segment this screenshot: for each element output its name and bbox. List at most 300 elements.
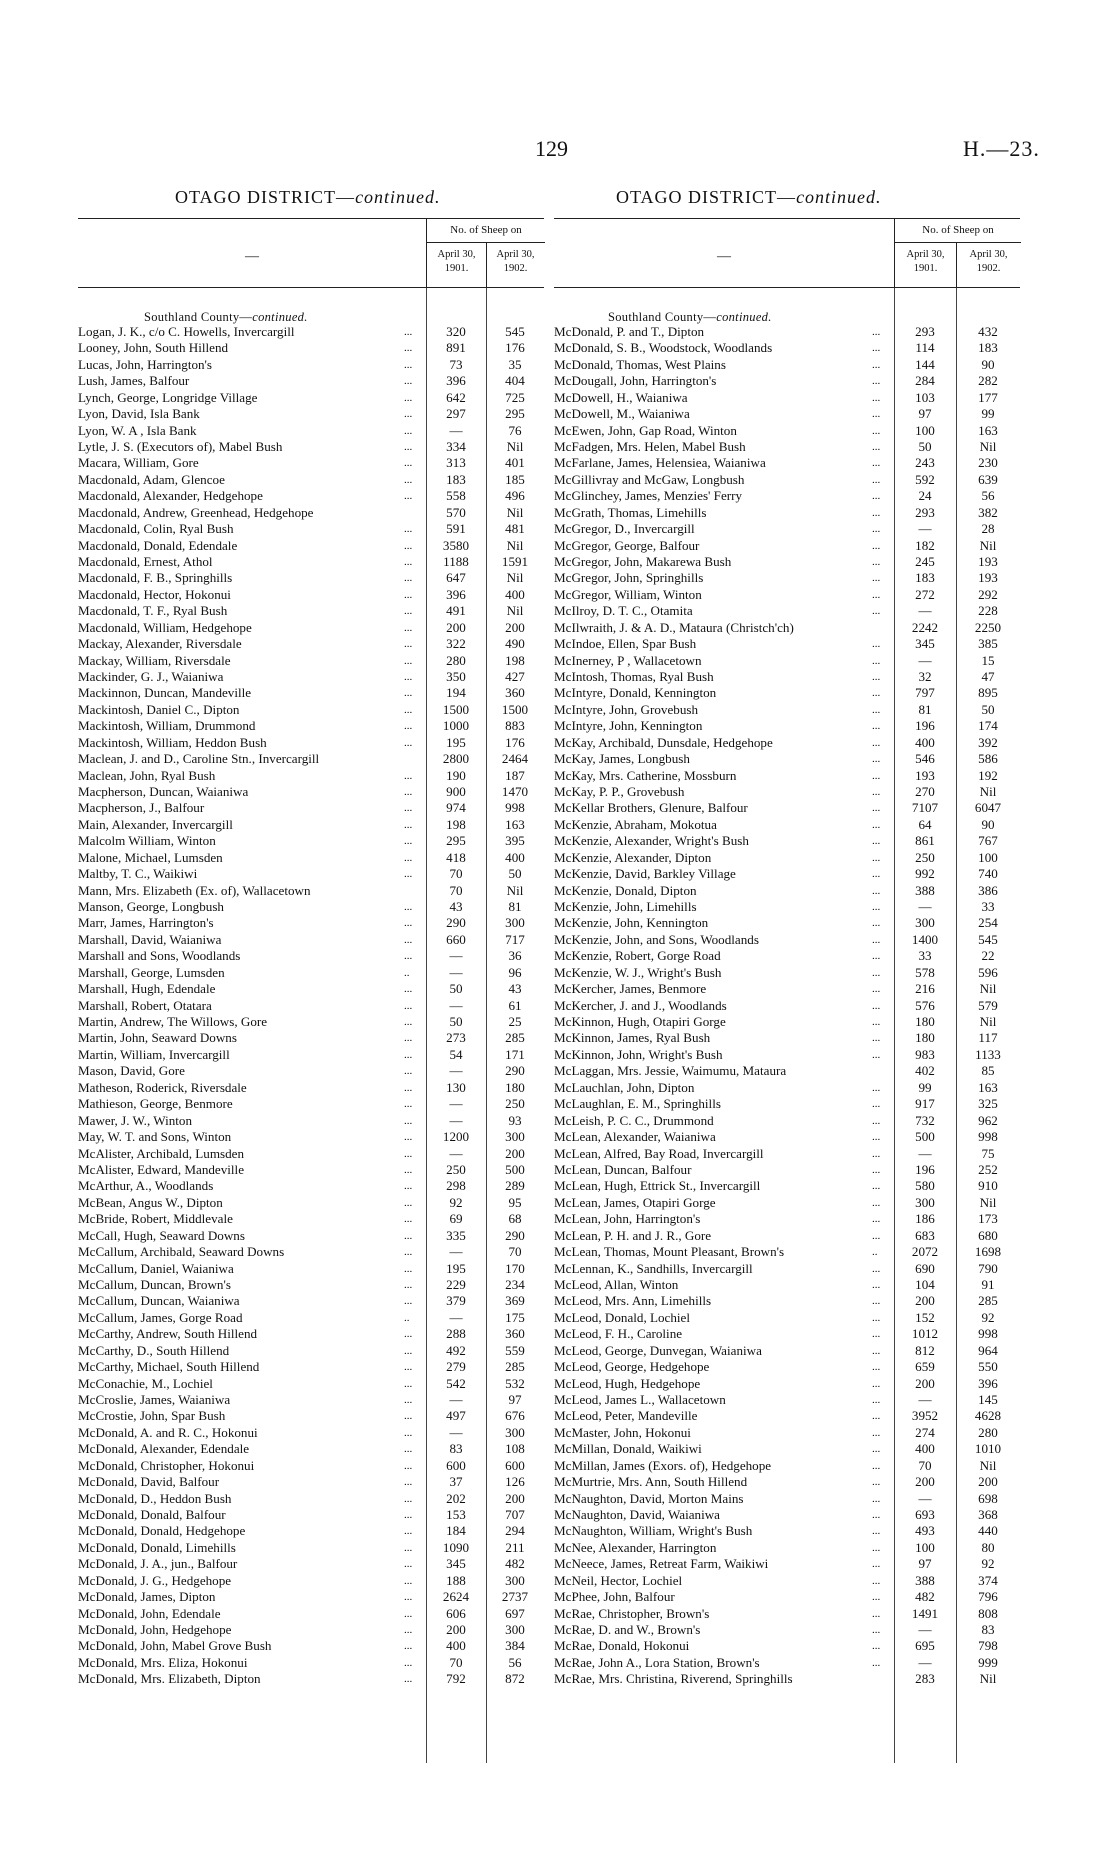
right-table [554, 218, 1020, 1763]
leader-dots: ... [404, 1196, 413, 1209]
sheep-1902-value: 440 [978, 1523, 998, 1539]
right-table-row [554, 324, 1020, 340]
entry-name: McRae, Mrs. Christina, Riverend, Springhills [554, 1671, 793, 1687]
leader-dots: ... [404, 835, 413, 848]
leader-dots: ... [872, 868, 881, 881]
leader-dots: ... [404, 1459, 413, 1472]
sheep-1901-value: 2624 [442, 1589, 470, 1605]
leader-dots: ... [404, 539, 413, 552]
leader-dots: ... [404, 1180, 413, 1193]
sheep-1902-value: 163 [505, 816, 525, 832]
left-table-row [78, 439, 544, 455]
leader-dots: ... [404, 572, 413, 585]
right-table-row [554, 1129, 1020, 1145]
entry-name: Maclean, John, Ryal Bush [78, 767, 216, 783]
left-table-row [78, 1047, 544, 1063]
right-table-row [554, 915, 1020, 931]
sheep-1902-value: 999 [978, 1654, 998, 1670]
left-table-row [78, 538, 544, 554]
entry-name: McFarlane, James, Helensiea, Waianiwa [554, 455, 766, 471]
leader-dots: ... [404, 802, 413, 815]
right-header-no-of-sheep: No. of Sheep on [894, 219, 1021, 243]
entry-name: McCallum, James, Gorge Road [78, 1309, 243, 1325]
entry-name: McLean, James, Otapiri Gorge [554, 1194, 716, 1210]
sheep-1902-value: 1133 [975, 1046, 1001, 1062]
sheep-1901-value: 200 [446, 1621, 466, 1637]
sheep-1901-value: 388 [915, 882, 935, 898]
sheep-1902-value: 80 [981, 1539, 995, 1555]
left-table-row [78, 1425, 544, 1441]
entry-name: Maltby, T. C., Waikiwi [78, 866, 198, 882]
right-table-row [554, 1556, 1020, 1572]
sheep-1902-value: 808 [978, 1605, 998, 1621]
sheep-1902-value: 395 [505, 833, 525, 849]
sheep-1901-value: 70 [449, 1654, 463, 1670]
right-subheading: Southland County—continued. [608, 310, 772, 324]
entry-name: McLeod, George, Hedgehope [554, 1359, 710, 1375]
entry-name: Macdonald, Colin, Ryal Bush [78, 521, 234, 537]
left-table-row [78, 833, 544, 849]
entry-name: McDonald, James, Dipton [78, 1589, 216, 1605]
entry-name: Malcolm William, Winton [78, 833, 216, 849]
sheep-1902-value: 300 [505, 1424, 525, 1440]
left-table-row [78, 1030, 544, 1046]
leader-dots: ... [404, 1114, 413, 1127]
sheep-1901-value: 297 [446, 406, 466, 422]
sheep-1902-value: 28 [981, 521, 995, 537]
entry-name: McRae, Christopher, Brown's [554, 1605, 710, 1621]
entry-name: Macdonald, T. F., Ryal Bush [78, 603, 228, 619]
sheep-1902-value: 81 [508, 899, 522, 915]
leader-dots: ... [872, 1656, 881, 1669]
entry-name: McGrath, Thomas, Limehills [554, 504, 707, 520]
left-table-row [78, 998, 544, 1014]
sheep-1902-value: 698 [978, 1490, 998, 1506]
entry-name: McLaughlan, E. M., Springhills [554, 1096, 721, 1112]
right-table-row [554, 1277, 1020, 1293]
sheep-1901-value: 379 [446, 1293, 466, 1309]
sheep-1902-value: 285 [978, 1293, 998, 1309]
sheep-1902-value: 382 [978, 504, 998, 520]
left-table-row [78, 685, 544, 701]
right-header-dash: — [717, 249, 731, 264]
left-table-row [78, 1343, 544, 1359]
leader-dots: ... [404, 671, 413, 684]
sheep-1902-value: 85 [981, 1063, 995, 1079]
left-table-row [78, 587, 544, 603]
leader-dots: ... [404, 1476, 413, 1489]
leader-dots: ... [404, 621, 413, 634]
entry-name: McLeod, Peter, Mandeville [554, 1408, 698, 1424]
leader-dots: ... [872, 1081, 881, 1094]
entry-name: McLean, Hugh, Ettrick St., Invercargill [554, 1178, 761, 1194]
leader-dots: ... [404, 1032, 413, 1045]
left-table-row [78, 1146, 544, 1162]
left-table-row [78, 1162, 544, 1178]
entry-name: McDonald, Donald, Limehills [78, 1539, 236, 1555]
sheep-1901-value: 334 [446, 439, 466, 454]
leader-dots: ... [872, 1131, 881, 1144]
entry-name: McDowell, M., Waianiwa [554, 406, 690, 422]
right-table-row [554, 423, 1020, 439]
sheep-1901-value: 797 [915, 685, 935, 701]
sheep-1901-value: 690 [915, 1260, 935, 1276]
entry-name: McIndoe, Ellen, Spar Bush [554, 636, 697, 652]
sheep-1902-value: 25 [508, 1014, 522, 1030]
sheep-1902-value: 176 [505, 734, 525, 750]
entry-name: Mann, Mrs. Elizabeth (Ex. of), Wallacetown [78, 882, 311, 898]
sheep-1901-value: 70 [918, 1457, 932, 1473]
right-table-row [554, 1638, 1020, 1654]
right-table-row [554, 603, 1020, 619]
left-table [78, 218, 544, 1763]
sheep-1901-value: 792 [446, 1671, 466, 1687]
sheep-1902-value: 198 [505, 652, 525, 668]
sheep-1902-value: 6047 [974, 800, 1002, 816]
leader-dots: ... [404, 1048, 413, 1061]
entry-name: McGregor, John, Springhills [554, 570, 704, 586]
entry-name: Marshall, David, Waianiwa [78, 931, 222, 947]
entry-name: Lyon, W. A , Isla Bank [78, 422, 197, 438]
sheep-1902-value: 76 [508, 422, 522, 438]
right-table-row [554, 1228, 1020, 1244]
sheep-1901-value: 50 [449, 1014, 463, 1030]
sheep-1901-value: 200 [446, 619, 466, 635]
sheep-1902-value: Nil [506, 537, 524, 553]
sheep-1901-value: 659 [915, 1359, 935, 1375]
leader-dots: ... [872, 473, 881, 486]
right-table-row [554, 554, 1020, 570]
leader-dots: ... [872, 1607, 881, 1620]
entry-name: McArthur, A., Woodlands [78, 1178, 214, 1194]
sheep-1901-value: 580 [915, 1178, 935, 1194]
sheep-1902-value: 56 [508, 1654, 522, 1670]
entry-name: McInerney, P , Wallacetown [554, 652, 702, 668]
entry-name: Macpherson, Duncan, Waianiwa [78, 784, 249, 800]
leader-dots: ... [404, 556, 413, 569]
left-table-row [78, 800, 544, 816]
sheep-1901-value: 300 [915, 915, 935, 931]
left-table-row [78, 1606, 544, 1622]
entry-name: Marshall, Robert, Otatara [78, 997, 212, 1013]
sheep-1902-value: 108 [505, 1441, 525, 1457]
left-table-row [78, 883, 544, 899]
sheep-1901-value: 542 [446, 1375, 466, 1391]
sheep-1902-value: 790 [978, 1260, 998, 1276]
sheep-1901-value: 402 [915, 1063, 935, 1079]
sheep-1901-value: 284 [915, 373, 935, 389]
sheep-1901-value: — [918, 1391, 932, 1407]
entry-name: Marshall and Sons, Woodlands [78, 948, 241, 964]
right-table-row [554, 1589, 1020, 1605]
sheep-1901-value: 200 [915, 1293, 935, 1309]
sheep-1902-value: 697 [505, 1605, 525, 1621]
right-table-row [554, 1244, 1020, 1260]
leader-dots: ... [404, 1525, 413, 1538]
leader-dots: ... [872, 687, 881, 700]
sheep-1901-value: 313 [446, 455, 466, 471]
sheep-1901-value: — [449, 964, 463, 980]
leader-dots: ... [872, 523, 881, 536]
sheep-1902-value: 177 [978, 389, 998, 405]
sheep-1902-value: 43 [508, 981, 522, 997]
leader-dots: ... [404, 1656, 413, 1669]
sheep-1901-value: 418 [446, 849, 466, 865]
sheep-1902-value: 1698 [974, 1244, 1002, 1260]
entry-name: Mackinder, G. J., Waianiwa [78, 669, 224, 685]
sheep-1901-value: — [449, 1096, 463, 1112]
entry-name: McDonald, Mrs. Elizabeth, Dipton [78, 1671, 261, 1687]
sheep-1901-value: 193 [915, 767, 935, 783]
sheep-1901-value: 100 [915, 422, 935, 438]
leader-dots: ... [872, 539, 881, 552]
leader-dots: ... [872, 1476, 881, 1489]
sheep-1902-value: 97 [508, 1391, 522, 1407]
leader-dots: ... [404, 1607, 413, 1620]
entry-name: McLean, Alfred, Bay Road, Invercargill [554, 1145, 764, 1161]
right-table-row [554, 1408, 1020, 1424]
entry-name: Mackintosh, William, Drummond [78, 718, 256, 734]
entry-name: McGregor, John, Makarewa Bush [554, 554, 732, 570]
leader-dots: ... [872, 1393, 881, 1406]
leader-dots: ... [404, 326, 413, 338]
entry-name: Mackinnon, Duncan, Mandeville [78, 685, 252, 701]
entry-name: McLaggan, Mrs. Jessie, Waimumu, Mataura [554, 1063, 787, 1079]
sheep-1901-value: 32 [918, 669, 932, 685]
sheep-1901-value: 50 [918, 439, 932, 454]
right-table-row [554, 1573, 1020, 1589]
left-header-dash: — [245, 249, 259, 264]
sheep-1902-value: 368 [978, 1506, 998, 1522]
right-table-row [554, 833, 1020, 849]
entry-name: McLean, Alexander, Waianiwa [554, 1129, 716, 1145]
leader-dots: ... [404, 1426, 413, 1439]
entry-name: McKenzie, John, Limehills [554, 899, 697, 915]
entry-name: McLeod, George, Dunvegan, Waianiwa [554, 1342, 762, 1358]
right-table-row [554, 718, 1020, 734]
sheep-1902-value: 998 [978, 1326, 998, 1342]
entry-name: Macdonald, Adam, Glencoe [78, 471, 225, 487]
sheep-1901-value: 293 [915, 504, 935, 520]
sheep-1902-value: 496 [505, 488, 525, 504]
sheep-1902-value: 187 [505, 767, 525, 783]
sheep-1902-value: 392 [978, 734, 998, 750]
leader-dots: ... [872, 1525, 881, 1538]
sheep-1902-value: 962 [978, 1112, 998, 1128]
sheep-1902-value: 174 [978, 718, 998, 734]
right-table-row [554, 455, 1020, 471]
entry-name: May, W. T. and Sons, Winton [78, 1129, 232, 1145]
right-table-row [554, 965, 1020, 981]
leader-dots: ... [404, 1065, 413, 1078]
leader-dots: ... [404, 1278, 413, 1291]
left-table-row [78, 1310, 544, 1326]
leader-dots: ... [872, 1492, 881, 1505]
sheep-1901-value: 274 [915, 1424, 935, 1440]
right-table-row [554, 883, 1020, 899]
left-table-row [78, 554, 544, 570]
sheep-1902-value: 183 [978, 340, 998, 356]
sheep-1901-value: 273 [446, 1030, 466, 1046]
entry-name: Mathieson, George, Benmore [78, 1096, 233, 1112]
right-table-row [554, 1655, 1020, 1671]
left-table-row [78, 324, 544, 340]
right-table-row [554, 1047, 1020, 1063]
entry-name: McNaughton, David, Waianiwa [554, 1506, 720, 1522]
left-table-row [78, 866, 544, 882]
left-header-1901: April 30, 1901. [426, 242, 486, 287]
sheep-1901-value: 298 [446, 1178, 466, 1194]
sheep-1902-value: 250 [505, 1096, 525, 1112]
sheep-1902-value: 234 [505, 1276, 525, 1292]
entry-name: Macdonald, Alexander, Hedgehope [78, 488, 263, 504]
left-table-row [78, 1589, 544, 1605]
left-table-row [78, 1359, 544, 1375]
entry-name: Macdonald, William, Hedgehope [78, 619, 252, 635]
leader-dots: ... [872, 1278, 881, 1291]
entry-name: McKay, Archibald, Dunsdale, Hedgehope [554, 734, 773, 750]
sheep-1902-value: 282 [978, 373, 998, 389]
entry-name: McIntosh, Thomas, Ryal Bush [554, 669, 714, 685]
leader-dots: ... [404, 999, 413, 1012]
leader-dots: ... [872, 1213, 881, 1226]
sheep-1902-value: 68 [508, 1211, 522, 1227]
leader-dots: ... [872, 1591, 881, 1604]
left-table-row [78, 735, 544, 751]
right-table-row [554, 570, 1020, 586]
sheep-1901-value: 1491 [911, 1605, 939, 1621]
left-table-row [78, 1622, 544, 1638]
sheep-1902-value: 427 [505, 669, 525, 685]
left-table-row [78, 702, 544, 718]
sheep-1902-value: 798 [978, 1638, 998, 1654]
leader-dots: ... [872, 1147, 881, 1160]
right-table-row [554, 669, 1020, 685]
sheep-1902-value: 432 [978, 324, 998, 339]
entry-name: McDonald, Donald, Balfour [78, 1506, 226, 1522]
sheep-1901-value: 2072 [911, 1244, 939, 1260]
leader-dots: ... [872, 1180, 881, 1193]
left-table-row [78, 1211, 544, 1227]
sheep-1902-value: 374 [978, 1572, 998, 1588]
sheep-1901-value: 97 [918, 1556, 932, 1572]
sheep-1901-value: — [918, 652, 932, 668]
entry-name: McCarthy, Andrew, South Hillend [78, 1326, 258, 1342]
sheep-1901-value: 600 [446, 1457, 466, 1473]
sheep-1902-value: 163 [978, 1079, 998, 1095]
leader-dots: ... [404, 1673, 413, 1686]
leader-dots: ... [872, 966, 881, 979]
leader-dots: ... [404, 638, 413, 651]
left-table-row [78, 1261, 544, 1277]
leader-dots: ... [404, 818, 413, 831]
leader-dots: ... [404, 1508, 413, 1521]
entry-name: McDonald, Christopher, Hokonui [78, 1457, 255, 1473]
sheep-1901-value: 1090 [442, 1539, 470, 1555]
entry-name: McConachie, M., Lochiel [78, 1375, 213, 1391]
left-table-row [78, 817, 544, 833]
entry-name: McKellar Brothers, Glenure, Balfour [554, 800, 748, 816]
sheep-1901-value: 188 [446, 1572, 466, 1588]
leader-dots: ... [872, 572, 881, 585]
leader-dots: ... [404, 901, 413, 914]
entry-name: McDougall, John, Harrington's [554, 373, 717, 389]
left-table-row [78, 373, 544, 389]
leader-dots: ... [872, 375, 881, 388]
entry-name: McDonald, A. and R. C., Hokonui [78, 1424, 258, 1440]
left-table-row [78, 899, 544, 915]
sheep-1902-value: 2250 [974, 619, 1002, 635]
entry-name: McIlwraith, J. & A. D., Mataura (Christch'ch) [554, 619, 794, 635]
sheep-1901-value: 497 [446, 1408, 466, 1424]
entry-name: Lynch, George, Longridge Village [78, 389, 258, 405]
right-table-row [554, 1507, 1020, 1523]
leader-dots: ... [404, 868, 413, 881]
left-table-row [78, 603, 544, 619]
sheep-1901-value: 245 [915, 554, 935, 570]
leader-dots: ... [404, 342, 413, 355]
leader-dots: ... [872, 391, 881, 404]
leader-dots: ... [872, 720, 881, 733]
sheep-1902-value: 61 [508, 997, 522, 1013]
sheep-1901-value: 290 [446, 915, 466, 931]
leader-dots: .. [404, 1311, 410, 1324]
leader-dots: ... [404, 1558, 413, 1571]
sheep-1902-value: 676 [505, 1408, 525, 1424]
sheep-1901-value: 180 [915, 1014, 935, 1030]
sheep-1902-value: 385 [978, 636, 998, 652]
entry-name: McKay, Mrs. Catherine, Mossburn [554, 767, 737, 783]
left-table-row [78, 981, 544, 997]
leader-dots: ... [404, 983, 413, 996]
sheep-1902-value: 290 [505, 1227, 525, 1243]
sheep-1901-value: 396 [446, 373, 466, 389]
entry-name: McLean, John, Harrington's [554, 1211, 701, 1227]
entry-name: McIntyre, John, Kennington [554, 718, 703, 734]
left-header-1902: April 30, 1902. [486, 242, 544, 287]
leader-dots: ... [872, 1410, 881, 1423]
leader-dots: ... [404, 1262, 413, 1275]
entry-name: McDonald, P. and T., Dipton [554, 324, 705, 339]
sheep-1901-value: 917 [915, 1096, 935, 1112]
sheep-1902-value: 1500 [501, 701, 529, 717]
sheep-1901-value: — [449, 1309, 463, 1325]
left-table-row [78, 357, 544, 373]
right-table-row [554, 439, 1020, 455]
sheep-1901-value: 184 [446, 1523, 466, 1539]
left-table-row [78, 1096, 544, 1112]
sheep-1902-value: 185 [505, 471, 525, 487]
entry-name: Marr, James, Harrington's [78, 915, 214, 931]
right-table-row [554, 521, 1020, 537]
entry-name: Macara, William, Gore [78, 455, 199, 471]
sheep-1901-value: — [918, 603, 932, 619]
leader-dots: .. [872, 1246, 878, 1259]
sheep-1902-value: 998 [978, 1129, 998, 1145]
right-table-row [554, 1376, 1020, 1392]
leader-dots: ... [404, 687, 413, 700]
sheep-1902-value: 400 [505, 849, 525, 865]
sheep-1901-value: 992 [915, 866, 935, 882]
sheep-1902-value: 163 [978, 422, 998, 438]
sheep-1902-value: 2464 [501, 751, 529, 767]
leader-dots: ... [872, 769, 881, 782]
entry-name: McDonald, John, Hedgehope [78, 1621, 232, 1637]
sheep-1901-value: 491 [446, 603, 466, 619]
sheep-1901-value: 196 [915, 718, 935, 734]
sheep-1902-value: 300 [505, 1572, 525, 1588]
sheep-1902-value: 193 [978, 570, 998, 586]
